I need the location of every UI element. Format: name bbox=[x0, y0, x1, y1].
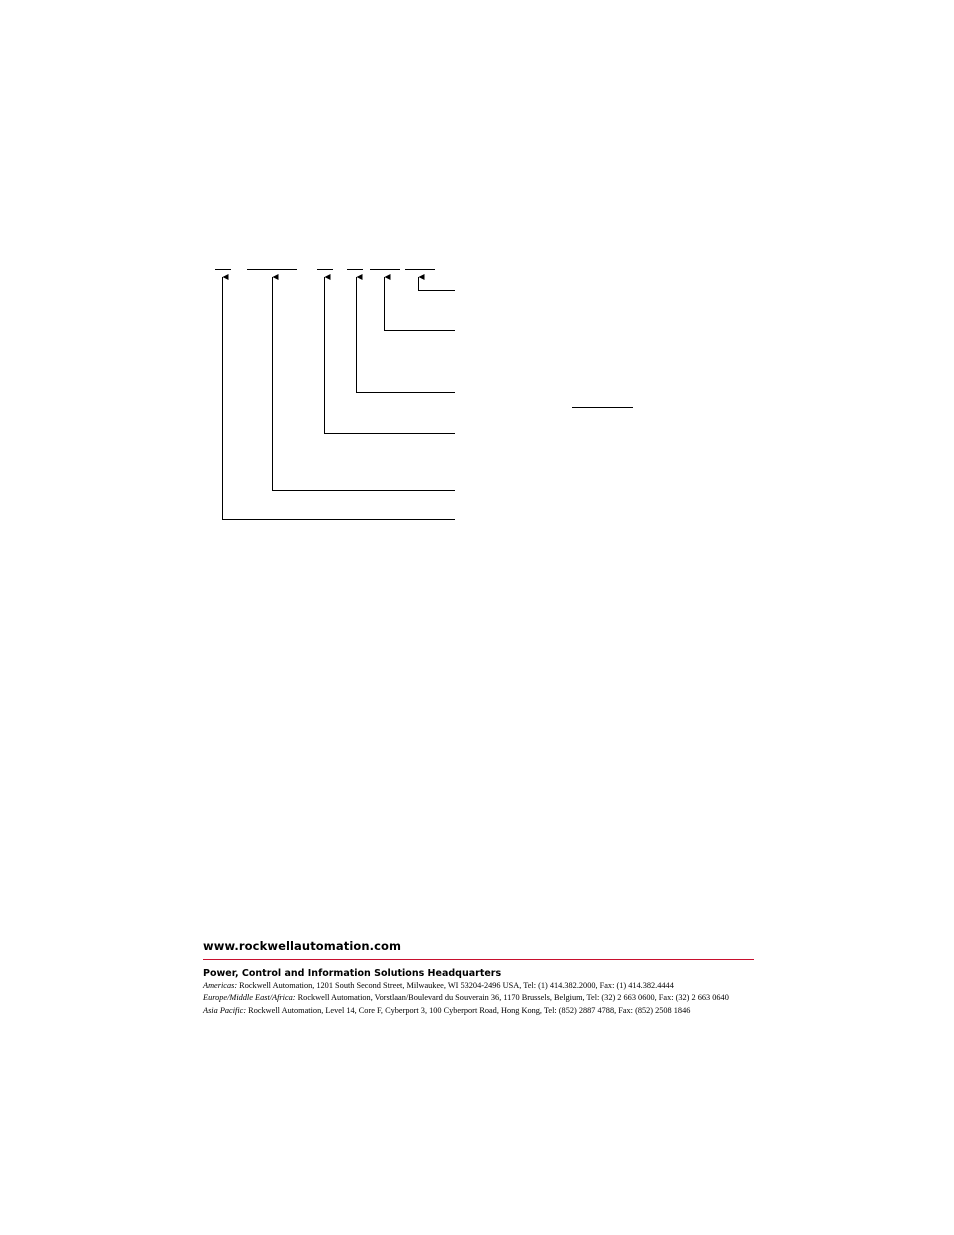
region-label: Asia Pacific: bbox=[203, 1005, 247, 1015]
region-label: Americas: bbox=[203, 981, 238, 990]
leader-arrow-3 bbox=[325, 277, 456, 434]
leader-arrow-2 bbox=[273, 277, 456, 491]
leader-arrow-1 bbox=[223, 277, 456, 520]
address-emea bbox=[203, 992, 754, 1004]
leader-arrow-5 bbox=[385, 277, 456, 331]
part-number-diagram bbox=[0, 0, 954, 600]
region-label: Europe/Middle East/Africa: bbox=[203, 993, 296, 1003]
headquarters-title: Power, Control and Information Solutions Headquarters bbox=[203, 968, 502, 979]
leader-arrow-6 bbox=[419, 277, 456, 291]
address-text: Rockwell Automation, Vorstlaan/Boulevard du Souverain 36, 1170 Brussels, Belgium, Tel: (32) 2 663 0600, Fax: (32) 2 663 0640 bbox=[295, 993, 729, 1003]
footer bbox=[203, 936, 754, 1017]
red-divider bbox=[203, 959, 754, 960]
address-americas bbox=[203, 980, 754, 992]
address-asia-pacific bbox=[203, 1005, 754, 1017]
address-text: Rockwell Automation, 1201 South Second Street, Milwaukee, WI 53204-2496 USA, Tel: (1) 414.382.2000, Fax: (1) 414.382.4444 bbox=[237, 981, 674, 990]
leader-arrow-4 bbox=[357, 277, 456, 393]
website-link[interactable]: www.rockwellautomation.com bbox=[203, 939, 402, 953]
address-text: Rockwell Automation, Level 14, Core F, Cyberport 3, 100 Cyberport Road, Hong Kong, Tel: (852) 2887 4788, Fax: (852) 2508 1846 bbox=[246, 1005, 691, 1015]
